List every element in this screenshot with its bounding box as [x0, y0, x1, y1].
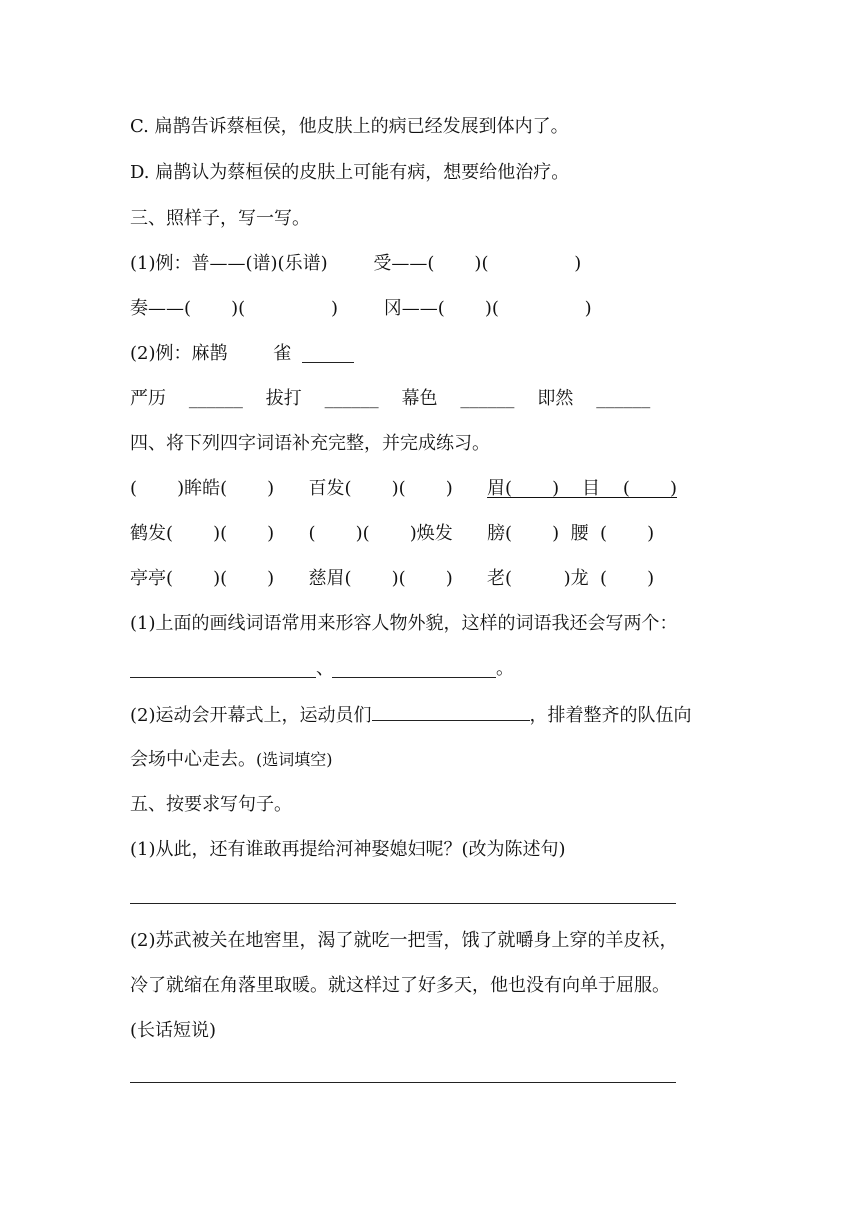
example-2: (2)例：麻鹊 雀: [130, 343, 292, 364]
fill-blank[interactable]: [372, 702, 530, 721]
writing-1: (1)从此，还有谁敢再提给河神娶媳妇呢？(改为陈述句): [130, 839, 566, 860]
question-2-note: (选词填空): [256, 750, 333, 769]
example-1-row2: 奏——( )( ) 冈——( )( ): [130, 298, 592, 319]
section-5-heading: 五、按要求写句子。: [130, 794, 292, 815]
answer-blank-1[interactable]: [130, 677, 316, 678]
writing-2-line1: (2)苏武被关在地窖里，渴了就吃一把雪，饿了就嚼身上穿的羊皮袄，: [130, 930, 678, 951]
question-1: (1)上面的画线词语常用来形容人物外貌，这样的词语我还会写两个：: [130, 613, 678, 634]
question-2-cont: [130, 747, 333, 773]
underlined-idiom: 眉( ) 目 ( ): [487, 478, 678, 499]
option-c: C. 扁鹊告诉蔡桓侯，他皮肤上的病已经发展到体内了。: [130, 116, 569, 137]
section-3-heading: 三、照样子，写一写。: [130, 208, 310, 229]
example-2-blank[interactable]: [302, 362, 354, 363]
idiom-row-1: [130, 476, 677, 502]
idiom-row-1-part: ( )眸皓( ) 百发( )( ): [130, 478, 488, 499]
section-4-heading: 四、将下列四字词语补充完整，并完成练习。: [130, 433, 490, 454]
idiom-row-3: 亭亭( )( ) 慈眉( )( ) 老( )龙 ( ): [130, 568, 655, 589]
question-2: [130, 702, 692, 729]
answer-blank-2[interactable]: [332, 677, 496, 678]
writing-2-note: (长话短说): [130, 1020, 217, 1041]
question-2-end: ，排着整齐的队伍向: [529, 705, 692, 726]
correction-row: 严历 ______ 拔打 ______ 幕色 ______ 即然 ______: [130, 388, 651, 409]
example-1: (1)例：普——(谱)(乐谱) 受——( )( ): [130, 253, 582, 274]
period: 。: [496, 658, 514, 679]
idiom-row-2: 鹤发( )( ) ( )( )焕发 膀( ) 腰 ( ): [130, 523, 655, 544]
writing-1-line[interactable]: [130, 903, 676, 904]
question-2-start: (2)运动会开幕式上，运动员们: [130, 705, 372, 726]
writing-2-line2: 冷了就缩在角落里取暖。就这样过了好多天，他也没有向单于屈服。: [130, 975, 670, 996]
separator: 、: [316, 658, 334, 679]
question-2-tail: 会场中心走去。: [130, 749, 256, 770]
option-d: D. 扁鹊认为蔡桓侯的皮肤上可能有病，想要给他治疗。: [130, 162, 570, 183]
writing-2-line[interactable]: [130, 1082, 676, 1083]
